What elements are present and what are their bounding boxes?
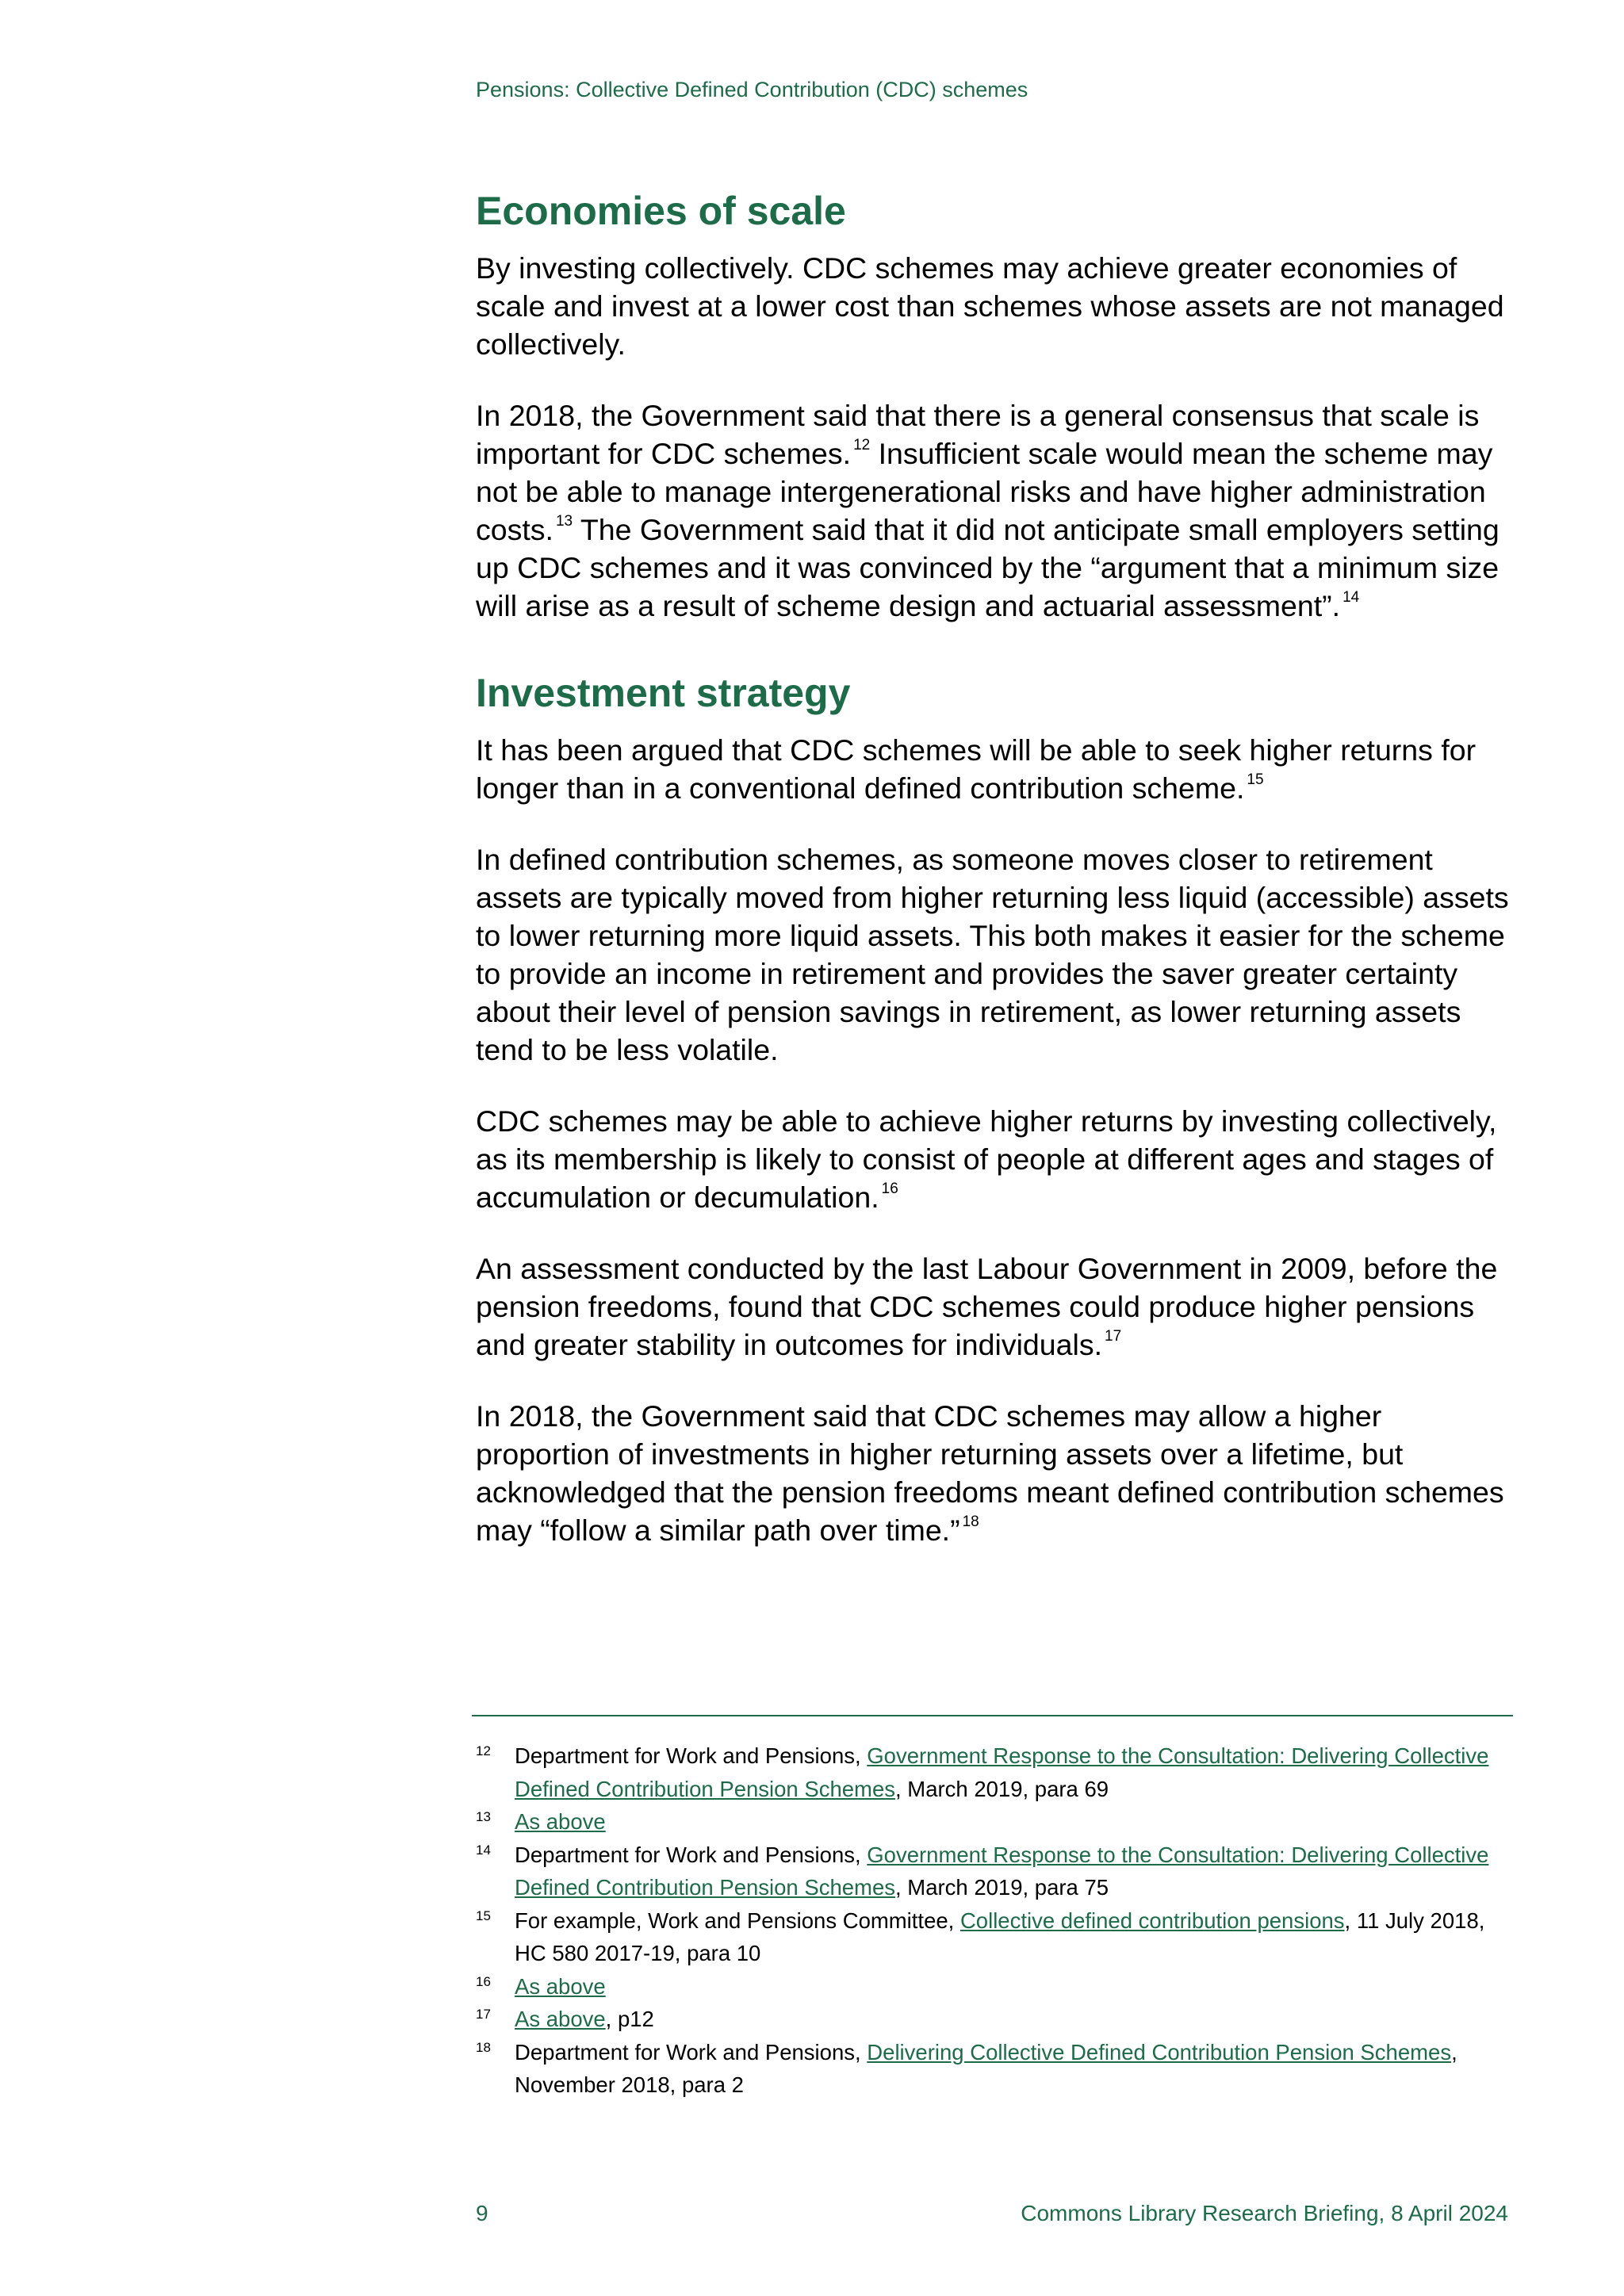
footnote-text-post: , November 2018, para 2 xyxy=(515,2039,1457,2097)
footnote-ref[interactable]: 14 xyxy=(1342,588,1360,606)
footnote-item xyxy=(476,2036,1515,2102)
footnote-number: 14 xyxy=(476,1842,491,1858)
footnote-text-post: , 11 July 2018, HC 580 2017-19, para 10 xyxy=(515,1908,1485,1965)
footnote-ref[interactable]: 17 xyxy=(1105,1327,1122,1345)
running-header: Pensions: Collective Defined Contribution (CDC) schemes xyxy=(476,78,1028,101)
footnote-item xyxy=(476,1970,1515,2003)
footnote-link[interactable]: As above xyxy=(515,1973,606,1999)
text: Insufficient scale would mean the scheme may not be able to manage intergenerational risks and have higher administration costs. xyxy=(476,437,1493,546)
footnote-text-pre: For example, Work and Pensions Committee, xyxy=(515,1908,960,1933)
footnote-text xyxy=(515,1970,1515,2003)
footer-publication: Commons Library Research Briefing, 8 April 2024 xyxy=(1021,2201,1508,2225)
footnote-number: 15 xyxy=(476,1908,491,1923)
footnote-ref[interactable]: 18 xyxy=(962,1513,979,1530)
footnote-text xyxy=(515,1904,1515,1970)
footnote-item xyxy=(476,1805,1515,1839)
heading-economies-of-scale: Economies of scale xyxy=(476,189,846,233)
footnote-number: 17 xyxy=(476,2007,491,2022)
paragraph xyxy=(476,731,1515,807)
footnote-number: 12 xyxy=(476,1743,491,1758)
footnote-text-post: , March 2019, para 75 xyxy=(895,1875,1109,1900)
paragraph xyxy=(476,1102,1515,1216)
paragraph xyxy=(476,396,1515,625)
text: The Government said that it did not anticipate small employers setting up CDC schemes and it was convinced by the “argument that a minimum size will arise as a result of scheme design and actuarial assessment”. xyxy=(476,513,1500,622)
footnote-number: 16 xyxy=(476,1973,491,1989)
text: In 2018, the Government said that there is a general consensus that scale is important for CDC schemes. xyxy=(476,399,1480,470)
footnote-text xyxy=(515,1739,1515,1805)
footnote-text xyxy=(515,1805,1515,1839)
text: In 2018, the Government said that CDC schemes may allow a higher proportion of investments in higher returning assets over a lifetime, but acknowledged that the pension freedoms meant defined contribution schemes may “follow a similar path over time.” xyxy=(476,1399,1504,1547)
page-number: 9 xyxy=(476,2201,488,2225)
footnote-text-pre: Department for Work and Pensions, xyxy=(515,1743,868,1768)
section-investment-strategy xyxy=(476,669,1515,1549)
footnotes xyxy=(476,1739,1515,2102)
footnote-text xyxy=(515,2036,1515,2102)
footnote-ref[interactable]: 12 xyxy=(853,436,871,453)
footnote-ref[interactable]: 16 xyxy=(881,1180,898,1197)
footnote-link[interactable]: As above xyxy=(515,2007,606,2031)
text: An assessment conducted by the last Labour Government in 2009, before the pension freedoms, found that CDC schemes could produce higher pensions and greater stability in outcomes for individuals. xyxy=(476,1252,1498,1361)
heading-investment-strategy: Investment strategy xyxy=(476,671,851,715)
text: It has been argued that CDC schemes will be able to seek higher returns for longer than in a conventional defined contribution scheme. xyxy=(476,733,1477,805)
footnote-link[interactable]: As above xyxy=(515,1809,606,1834)
text: CDC schemes may be able to achieve higher returns by investing collectively, as its membership is likely to consist of people at different ages and stages of accumulation or decumulation. xyxy=(476,1104,1497,1214)
paragraph xyxy=(476,1249,1515,1364)
footnote-link[interactable]: Government Response to the Consultation: Delivering Collective Defined Contribution Pension Schemes xyxy=(515,1743,1489,1801)
paragraph xyxy=(476,1397,1515,1549)
footnote-number: 13 xyxy=(476,1809,491,1824)
footnote-item xyxy=(476,1839,1515,1904)
footnote-text-post: , March 2019, para 69 xyxy=(895,1776,1109,1801)
footnote-ref[interactable]: 13 xyxy=(555,512,573,530)
footnote-item xyxy=(476,2003,1515,2036)
footnote-text-pre: Department for Work and Pensions, xyxy=(515,2039,868,2064)
footnote-text-pre: Department for Work and Pensions, xyxy=(515,1842,868,1867)
footnote-item xyxy=(476,1904,1515,1970)
footnote-text-post: , p12 xyxy=(605,2007,654,2031)
footnote-ref[interactable]: 15 xyxy=(1247,771,1264,788)
footnote-number: 18 xyxy=(476,2039,491,2055)
footnote-link[interactable]: Delivering Collective Defined Contribution Pension Schemes xyxy=(867,2039,1452,2064)
main-content xyxy=(476,187,1515,1594)
paragraph: In defined contribution schemes, as someone moves closer to retirement assets are typically moved from higher returning less liquid (accessible) assets to lower returning more liquid assets. This both makes it easier for the scheme to provide an income in retirement and provides the saver greater certainty about their level of pension savings in retirement, as lower returning assets tend to be less volatile. xyxy=(476,843,1509,1066)
footnote-link[interactable]: Collective defined contribution pensions xyxy=(959,1908,1345,1933)
footnote-text xyxy=(515,2003,1515,2036)
footnote-text xyxy=(515,1839,1515,1904)
footnote-link[interactable]: Government Response to the Consultation: Delivering Collective Defined Contribution Pension Schemes xyxy=(515,1842,1489,1900)
footnote-item xyxy=(476,1739,1515,1805)
section-economies-of-scale xyxy=(476,187,1515,625)
footnote-divider xyxy=(472,1715,1513,1716)
paragraph: By investing collectively. CDC schemes may achieve greater economies of scale and invest at a lower cost than schemes whose assets are not managed collectively. xyxy=(476,251,1504,361)
